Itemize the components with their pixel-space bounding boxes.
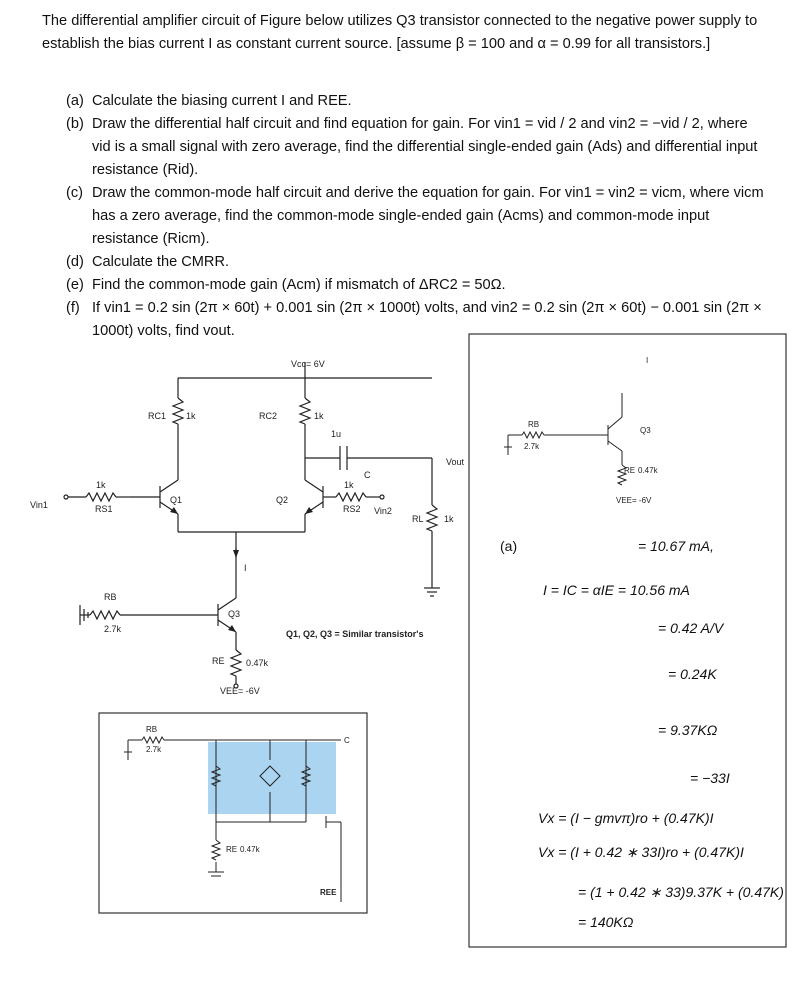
question-parts	[66, 90, 766, 343]
question-intro: The differential amplifier circuit of Figure below utilizes Q3 transistor connected to the negative power supply to establish the bias current I as constant current source. [assume β = 100 and α = 0.99 for all transistors.]	[42, 13, 758, 52]
q3-label: Q3	[228, 609, 241, 619]
rl-value: 1k	[444, 514, 454, 524]
vin1-label: Vin1	[30, 500, 48, 510]
solution-line-1: = 10.67 mA,	[638, 538, 714, 554]
solution-line-5: = 9.37KΩ	[658, 722, 718, 738]
solution-line-9: = (1 + 0.42 ∗ 33)9.37K + (0.47K)	[578, 884, 784, 900]
transistor-note: Q1, Q2, Q3 = Similar transistor's	[286, 629, 424, 639]
solution-panel	[468, 333, 788, 949]
current-label: I	[244, 563, 247, 573]
part-text: Draw the differential half circuit and find equation for gain. For vin1 = vid / 2 and vin2 = −vid / 2, where vid is a small signal with zero average, find the differential single-ended gain (Ads) and differential input resistance (Rid).	[92, 116, 758, 178]
re-label: RE	[226, 845, 238, 854]
vout-label: Vout	[446, 457, 465, 467]
vee-label: VEE= -6V	[616, 496, 652, 505]
rs1-label: RS1	[95, 504, 113, 514]
part-text: Calculate the biasing current I and REE.	[92, 93, 352, 109]
rc1-label: RC1	[148, 411, 167, 421]
part-label: (d)	[66, 254, 84, 270]
highlight-box	[208, 742, 336, 814]
question-part-e	[66, 274, 766, 297]
re-value: 0.47k	[246, 658, 269, 668]
vee-label: VEE= -6V	[220, 686, 260, 696]
differential-amplifier-schematic	[0, 340, 470, 710]
question-part-d	[66, 251, 766, 274]
part-label: (a)	[500, 538, 518, 554]
rs1-value: 1k	[96, 480, 106, 490]
q1-label: Q1	[170, 495, 183, 505]
small-signal-model-figure	[98, 712, 368, 914]
rs2-value: 1k	[344, 480, 354, 490]
cap-label: C	[364, 470, 371, 480]
part-label: (c)	[66, 185, 84, 201]
part-text: Calculate the CMRR.	[92, 254, 230, 270]
rc1-value: 1k	[186, 411, 196, 421]
solution-line-10: = 140KΩ	[578, 914, 634, 930]
rb-label: RB	[528, 420, 540, 429]
part-label: (b)	[66, 116, 84, 132]
solution-line-8: Vx = (I + 0.42 ∗ 33I)ro + (0.47K)I	[538, 844, 744, 860]
part-text: If vin1 = 0.2 sin (2π × 60t) + 0.001 sin (2π × 1000t) volts, and vin2 = 0.2 sin (2π × 60t) − 0.001 sin (2π × 1000t) volts, find vout.	[92, 300, 762, 339]
question-part-b	[66, 113, 766, 182]
solution-line-2: I = IC = αIE = 10.56 mA	[543, 582, 690, 598]
rs2-label: RS2	[343, 504, 361, 514]
solution-line-7: Vx = (I − gmvπ)ro + (0.47K)I	[538, 810, 714, 826]
re-value: 0.47k	[638, 466, 658, 475]
re-label: RE	[212, 656, 225, 666]
cap-value: 1u	[331, 429, 342, 439]
rb-value: 2.7k	[104, 624, 122, 634]
q2-label: Q2	[276, 495, 289, 505]
question-part-a	[66, 90, 766, 113]
part-label: (a)	[66, 93, 84, 109]
part-label: (e)	[66, 277, 84, 293]
part-text: Draw the common-mode half circuit and derive the equation for gain. For vin1 = vin2 = vicm, where vicm has a zero average, find the common-mode single-ended gain (Acms) and common-mode input resistance (Ricm).	[92, 185, 764, 247]
q3-label: Q3	[640, 426, 651, 435]
solution-line-4: = 0.24K	[668, 666, 717, 682]
solution-line-3: = 0.42 A/V	[658, 620, 724, 636]
rb-value: 2.7k	[146, 745, 162, 754]
c-label: C	[344, 736, 350, 745]
ree-label: REE	[320, 888, 337, 897]
rb-label: RB	[146, 725, 158, 734]
rl-label: RL	[412, 514, 424, 524]
re-label: RE	[624, 466, 636, 475]
re-value: 0.47k	[240, 845, 260, 854]
rb-label: RB	[104, 592, 117, 602]
current-label: I	[646, 356, 649, 365]
question-part-c	[66, 182, 766, 251]
rb-value: 2.7k	[524, 442, 540, 451]
rc2-label: RC2	[259, 411, 278, 421]
part-text: Find the common-mode gain (Acm) if mismatch of ΔRC2 = 50Ω.	[92, 277, 506, 293]
vcc-label: Vcc= 6V	[291, 359, 325, 369]
vin2-label: Vin2	[374, 506, 392, 516]
solution-line-6: = −33I	[690, 770, 730, 786]
part-label: (f)	[66, 300, 80, 316]
rc2-value: 1k	[314, 411, 324, 421]
